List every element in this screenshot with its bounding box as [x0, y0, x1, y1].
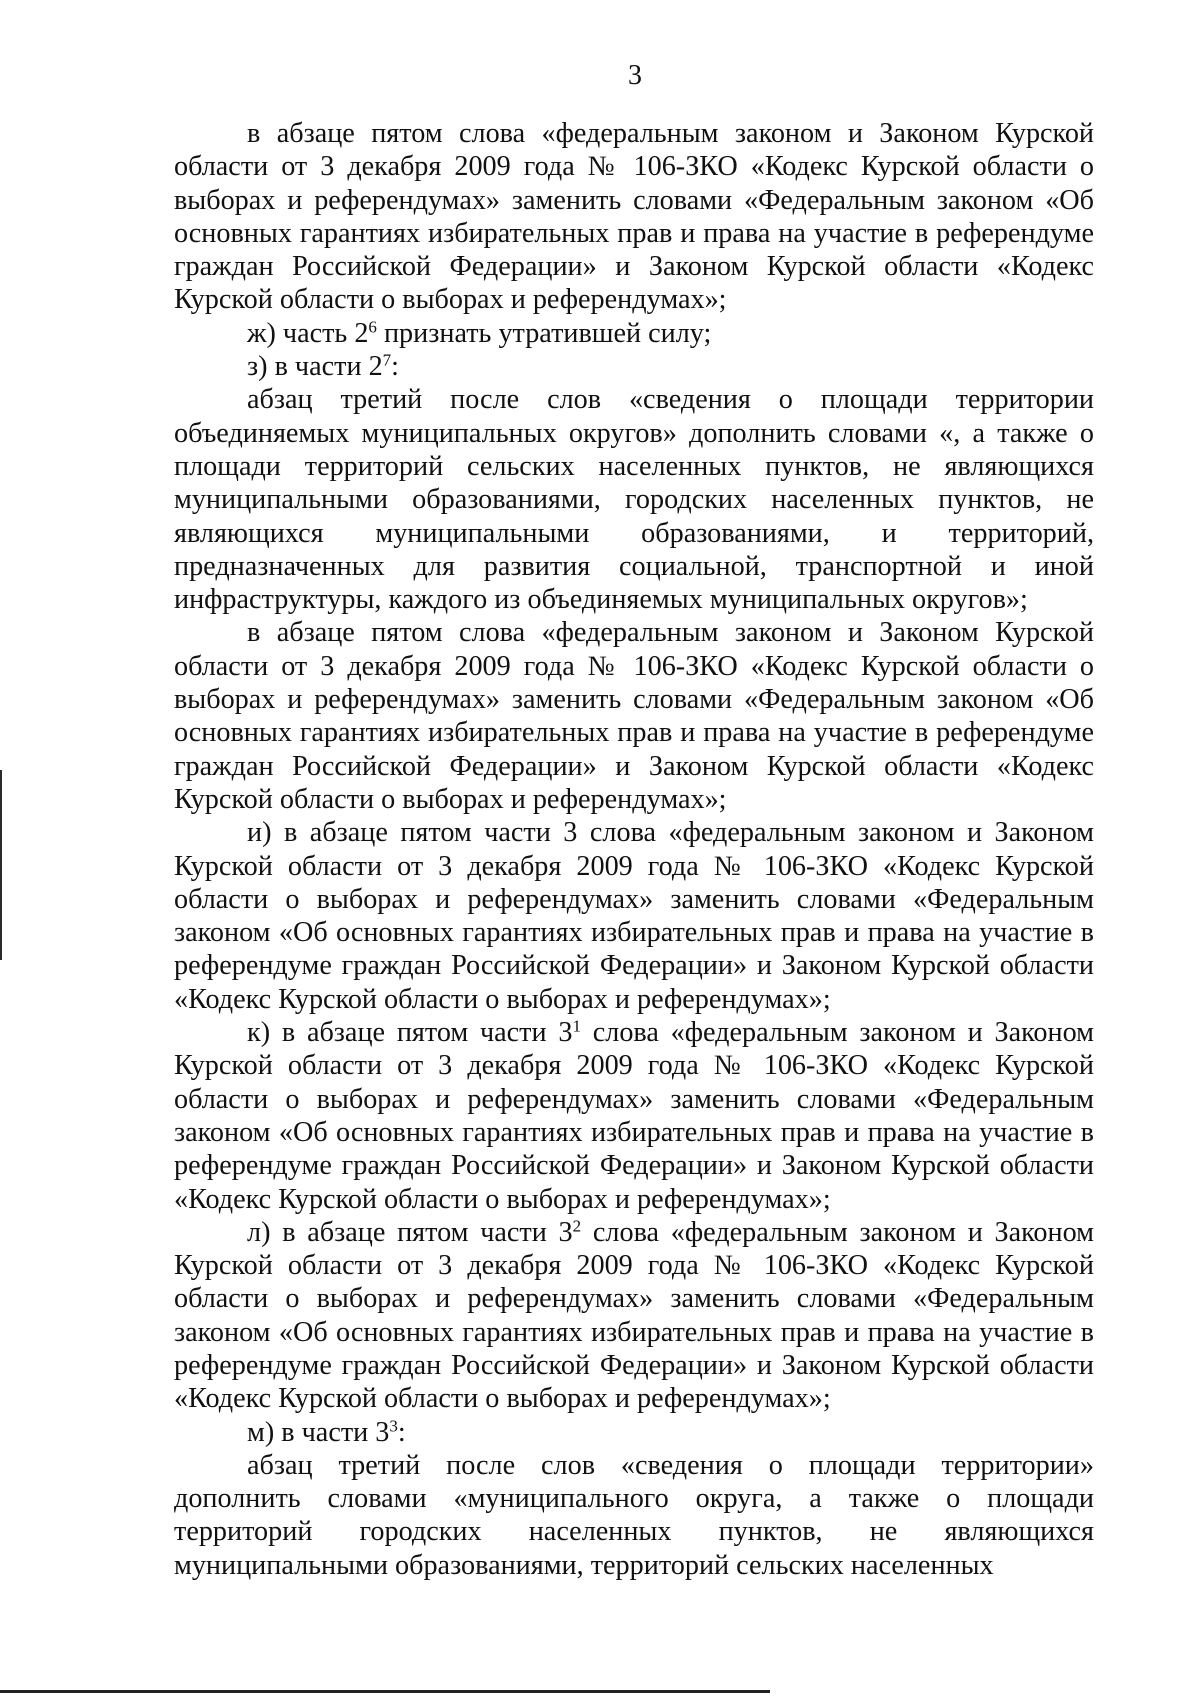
paragraph-abzats-tretii-2: абзац третий после слов «сведения о площади территории» дополнить словами «муниципального округа, а также о площади территорий городских населенных пунктов, не являющихся муниципальными образованиями, территорий сельских населенных — [174, 1449, 1094, 1581]
superscript: 1 — [572, 1016, 581, 1036]
paragraph-item-k — [174, 1016, 1094, 1216]
document-body — [174, 117, 1094, 1582]
superscript: 3 — [389, 1416, 398, 1436]
paragraph-text-after: слова «федеральным законом и Законом Курской области от 3 декабря 2009 года № 106-ЗКО «Кодекс Курской области о выборах и референдумах» заменить словами «Федеральным законом «Об основных гарантиях избирательных прав и права на участие в референдуме граждан Российской Федерации» и Законом Курской области «Кодекс Курской области о выборах и референдумах»; — [174, 1017, 1094, 1215]
paragraph-abzats-pyatyi: в абзаце пятом слова «федеральным законом и Законом Курской области от 3 декабря 2009 года № 106-ЗКО «Кодекс Курской области о выборах и референдумах» заменить словами «Федеральным законом «Об основных гарантиях избирательных прав и права на участие в референдуме граждан Российской Федерации» и Законом Курской области «Кодекс Курской области о выборах и референдумах»; — [174, 118, 1094, 316]
paragraph-text-before: л) в абзаце пятом части 3 — [247, 1216, 573, 1248]
paragraph-item-i: и) в абзаце пятом части 3 слова «федеральным законом и Законом Курской области от 3 декабря 2009 года № 106-ЗКО «Кодекс Курской области о выборах и референдумах» заменить словами «Федеральным законом «Об основных гарантиях избирательных прав и права на участие в референдуме граждан Российской Федерации» и Законом Курской области «Кодекс Курской области о выборах и референдумах»; — [174, 817, 1094, 1015]
paragraph-text-before: ж) часть 2 — [247, 317, 369, 349]
paragraph-text-before: м) в части 3 — [247, 1416, 390, 1448]
paragraph-text-before: к) в абзаце пятом части 3 — [247, 1017, 573, 1049]
paragraph-abzats-pyatyi-2: в абзаце пятом слова «федеральным законом и Законом Курской области от 3 декабря 2009 года № 106-ЗКО «Кодекс Курской области о выборах и референдумах» заменить словами «Федеральным законом «Об основных гарантиях избирательных прав и права на участие в референдуме граждан Российской Федерации» и Законом Курской области «Кодекс Курской области о выборах и референдумах»; — [174, 617, 1094, 815]
scan-edge-mark — [0, 770, 2, 960]
paragraph-item-m — [174, 1416, 1094, 1449]
paragraph-abzats-tretii: абзац третий после слов «сведения о площади территории объединяемых муниципальных округов» дополнить словами «, а также о площади территорий сельских населенных пунктов, не являющихся муниципальными образованиями, городских населенных пунктов, не являющихся муниципальными образованиями, и территорий, предназначенных для развития социальной, транспортной и иной инфраструктуры, каждого из объединяемых муниципальных округов»; — [174, 384, 1094, 616]
superscript: 7 — [382, 350, 392, 370]
superscript: 6 — [368, 317, 377, 337]
paragraph-text-after: признать утратившей силу; — [376, 317, 712, 349]
paragraph-text-before: з) в части 2 — [247, 351, 383, 383]
paragraph-text-after: : — [391, 351, 400, 383]
paragraph-item-z — [174, 350, 1094, 383]
paragraph-text-after: слова «федеральным законом и Законом Курской области от 3 декабря 2009 года № 106-ЗКО «Кодекс Курской области о выборах и референдумах» заменить словами «Федеральным законом «Об основных гарантиях избирательных прав и права на участие в референдуме граждан Российской Федерации» и Законом Курской области «Кодекс Курской области о выборах и референдумах»; — [174, 1216, 1094, 1415]
paragraph-text-after: : — [397, 1416, 406, 1448]
superscript: 2 — [572, 1216, 582, 1236]
paragraph-item-zh — [174, 317, 1094, 350]
page-number: 3 — [628, 60, 642, 91]
paragraph-item-l — [174, 1216, 1094, 1416]
bottom-rule — [0, 1690, 770, 1693]
